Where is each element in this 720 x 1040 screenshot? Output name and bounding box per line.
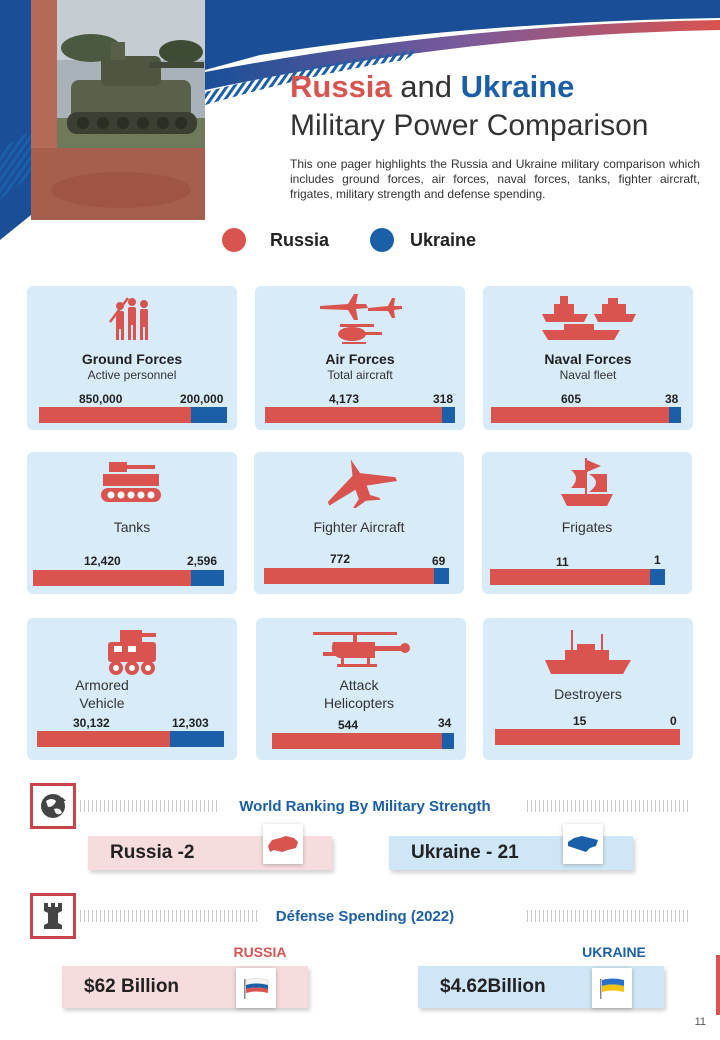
ukraine-value: 200,000 xyxy=(180,392,224,406)
ukraine-bar xyxy=(650,569,665,585)
card-subtitle: Naval fleet xyxy=(559,368,617,382)
ukraine-value: 38 xyxy=(665,392,679,406)
card-title-line1: Attack xyxy=(339,677,379,693)
russia-value: 4,173 xyxy=(329,392,360,406)
ranking-title: World Ranking By Military Strength xyxy=(239,798,491,815)
ukraine-value: 34 xyxy=(438,716,452,730)
card-destroyers xyxy=(483,618,693,760)
accent-bar xyxy=(716,955,720,1015)
comparison-bar xyxy=(272,733,454,749)
ukraine-value: 12,303 xyxy=(172,716,209,730)
aircraft-icon xyxy=(255,290,465,346)
card-subtitle: Active personnel xyxy=(87,368,177,382)
comparison-bar xyxy=(491,407,681,423)
spending-russia-head: RUSSIA xyxy=(233,944,287,960)
russia-map-icon xyxy=(263,824,303,864)
card-tanks xyxy=(27,452,237,594)
russia-bar xyxy=(491,407,669,423)
title-subline: Military Power Comparison xyxy=(290,109,649,142)
title-russia: Russia xyxy=(290,69,392,104)
legend xyxy=(0,228,720,254)
divider xyxy=(80,800,220,812)
divider xyxy=(80,910,258,922)
title-ukraine: Ukraine xyxy=(460,69,575,104)
russia-bar xyxy=(490,569,650,585)
russia-value: 30,132 xyxy=(73,716,110,730)
tank-photo xyxy=(31,0,205,220)
globe-icon xyxy=(30,783,76,829)
ukraine-bar xyxy=(442,733,454,749)
card-title-line2: Helicopters xyxy=(323,695,395,711)
fighter-jet-icon xyxy=(254,456,464,508)
comparison-bar xyxy=(39,407,227,423)
comparison-bar xyxy=(265,407,455,423)
ukraine-bar xyxy=(669,407,681,423)
comparison-bar xyxy=(33,570,224,586)
russia-value: 772 xyxy=(330,552,351,566)
comparison-bar xyxy=(490,569,665,585)
ukraine-bar xyxy=(170,731,224,747)
russia-spending: $62 Billion xyxy=(84,976,180,997)
card-armored-vehicle xyxy=(27,618,237,760)
ukraine-value: 69 xyxy=(432,554,446,568)
russia-value: 12,420 xyxy=(84,554,121,568)
card-title: Fighter Aircraft xyxy=(313,519,405,535)
card-frigates xyxy=(482,452,692,594)
legend-russia: Russia xyxy=(270,230,330,250)
divider xyxy=(527,800,690,812)
card-title-line1: Armored xyxy=(75,677,129,693)
russia-bar xyxy=(264,568,434,584)
comparison-bar xyxy=(495,729,680,745)
tank-icon xyxy=(27,458,237,504)
russia-value: 15 xyxy=(573,714,587,728)
russia-rank: Russia -2 xyxy=(110,842,195,863)
card-title: Naval Forces xyxy=(544,351,632,367)
spending-ukraine-head: UKRAINE xyxy=(582,944,646,960)
intro-text: This one pager highlights the Russia and Ukraine military comparison which includes ground forces, air forces, naval forces, tanks, fighter aircraft, frigates, military strength and defense spending. xyxy=(290,157,700,201)
title-and: and xyxy=(400,69,453,104)
russia-value: 11 xyxy=(556,555,569,569)
card-attack-helicopters xyxy=(256,618,466,760)
page-title xyxy=(290,68,710,144)
ukraine-rank: Ukraine - 21 xyxy=(411,842,519,863)
legend-ukraine: Ukraine xyxy=(410,230,477,250)
frigate-icon xyxy=(482,456,692,508)
russia-dot-icon xyxy=(222,228,246,252)
ukraine-value: 318 xyxy=(433,392,454,406)
card-title: Destroyers xyxy=(554,686,622,702)
ukraine-value: 0 xyxy=(670,714,677,728)
ukraine-bar xyxy=(442,407,455,423)
card-title: Air Forces xyxy=(325,351,395,367)
russia-bar xyxy=(33,570,191,586)
comparison-bar xyxy=(37,731,224,747)
card-fighter-aircraft xyxy=(254,452,464,594)
divider xyxy=(527,910,690,922)
russia-bar xyxy=(272,733,442,749)
card-subtitle: Total aircraft xyxy=(327,368,393,382)
russia-value: 544 xyxy=(338,718,359,732)
ukraine-value: 2,596 xyxy=(187,554,218,568)
soldiers-icon xyxy=(27,292,237,344)
ukraine-flag-icon xyxy=(592,968,632,1008)
ukraine-map-icon xyxy=(563,824,603,864)
comparison-bar xyxy=(264,568,449,584)
ukraine-bar xyxy=(434,568,449,584)
ships-icon xyxy=(483,292,693,342)
card-ground-forces xyxy=(27,286,237,430)
card-title: Tanks xyxy=(113,519,151,535)
card-naval-forces xyxy=(483,286,693,430)
russia-bar xyxy=(37,731,170,747)
armored-vehicle-icon xyxy=(27,624,237,678)
russia-bar xyxy=(39,407,191,423)
card-air-forces xyxy=(255,286,465,430)
russia-value: 850,000 xyxy=(79,392,123,406)
spending-title: Défense Spending (2022) xyxy=(275,908,455,925)
chess-rook-icon xyxy=(30,893,76,939)
ukraine-dot-icon xyxy=(370,228,394,252)
ukraine-value: 1 xyxy=(654,553,661,567)
ukraine-spending: $4.62Billion xyxy=(440,976,546,997)
russia-flag-icon xyxy=(236,968,276,1008)
helicopter-icon xyxy=(256,624,466,674)
ukraine-bar xyxy=(191,407,227,423)
card-title-line2: Vehicle xyxy=(79,695,125,711)
russia-value: 605 xyxy=(561,392,582,406)
card-title: Ground Forces xyxy=(81,351,183,367)
card-title: Frigates xyxy=(561,519,613,535)
russia-bar xyxy=(265,407,442,423)
russia-bar xyxy=(495,729,680,745)
ukraine-bar xyxy=(191,570,224,586)
destroyer-icon xyxy=(483,626,693,678)
page-number: 11 xyxy=(694,1016,706,1028)
